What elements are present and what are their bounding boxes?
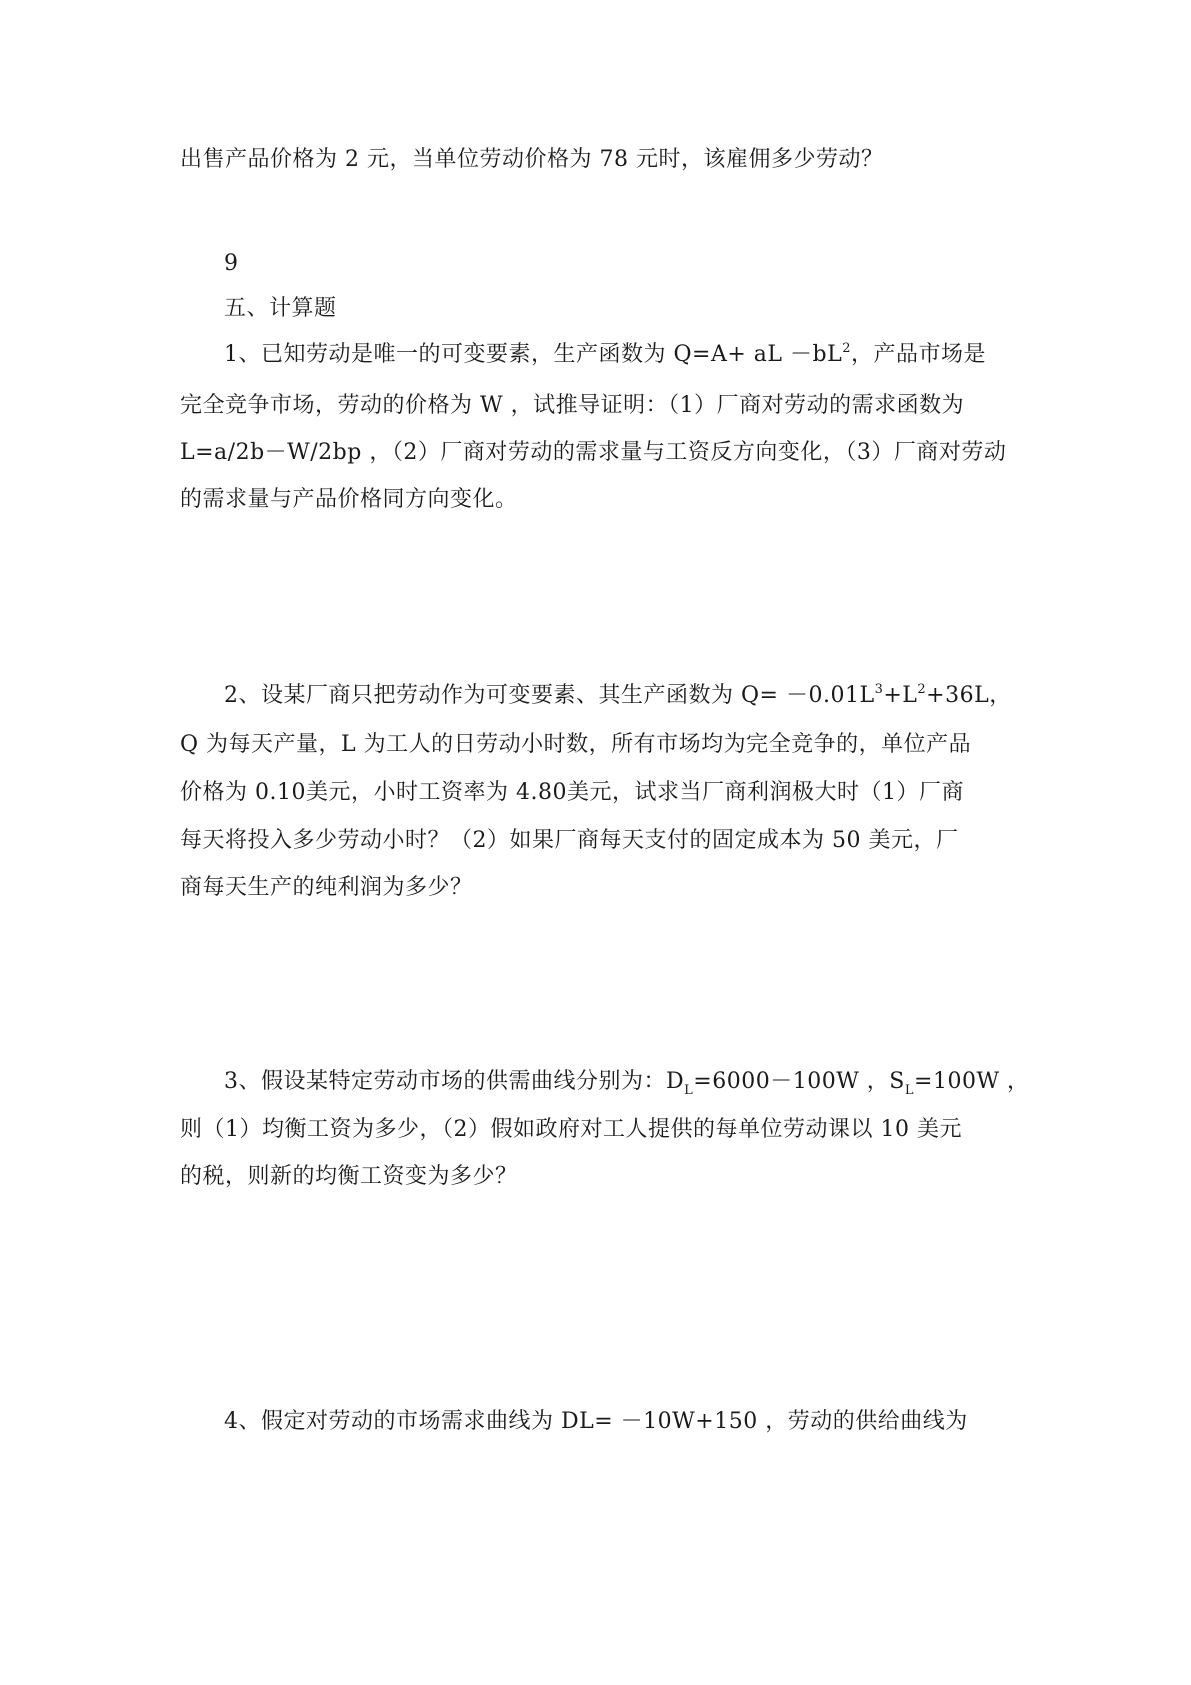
q2-line-2: Q 为每天产量，L 为工人的日劳动小时数，所有市场均为完全竞争的，单位产品: [180, 732, 972, 757]
q1-line-1: 1、已知劳动是唯一的可变要素，生产函数为 Q=A+ aL $-bL^2$，产品市场是: [224, 341, 986, 367]
intro-line: 出售产品价格为 2 元，当单位劳动价格为 78 元时，该雇佣多少劳动？: [180, 147, 884, 172]
q2-line-1: 2、设某厂商只把劳动作为可变要素、其生产函数为 $Q= -0.01L^3+L^2+36L$，: [224, 682, 1012, 708]
q1-line-4: 的需求量与产品价格同方向变化。: [180, 487, 518, 512]
q2-line-3: 价格为 0.10美元，小时工资率为 4.80美元，试求当厂商利润极大时（1）厂商: [180, 780, 964, 805]
q2-line-5: 商每天生产的纯利润为多少？: [180, 875, 473, 900]
q1-line-3: L=a/2b－W/2bp ，（2）厂商对劳动的需求量与工资反方向变化，（3）厂商对劳动: [180, 440, 1007, 465]
page-number: 9: [224, 251, 239, 276]
q2-line-4: 每天将投入多少劳动小时？（2）如果厂商每天支付的固定成本为 50 美元，厂: [180, 828, 959, 853]
q1-line-2: 完全竞争市场，劳动的价格为 W ，试推导证明：（1）厂商对劳动的需求函数为: [180, 393, 965, 418]
q3-line-2: 则（1）均衡工资为多少，（2）假如政府对工人提供的每单位劳动课以 10 美元: [180, 1117, 962, 1142]
q3-line-3: 的税，则新的均衡工资变为多少？: [180, 1164, 518, 1189]
q3-line-1: 3、假设某特定劳动市场的供需曲线分别为：$D_L=6000-100W$ ，$S_L=100W$ ，: [224, 1069, 1030, 1098]
section-title: 五、计算题: [224, 296, 337, 321]
q4-line-1: 4、假定对劳动的市场需求曲线为 DL= －10W+150 ，劳动的供给曲线为: [224, 1409, 968, 1434]
